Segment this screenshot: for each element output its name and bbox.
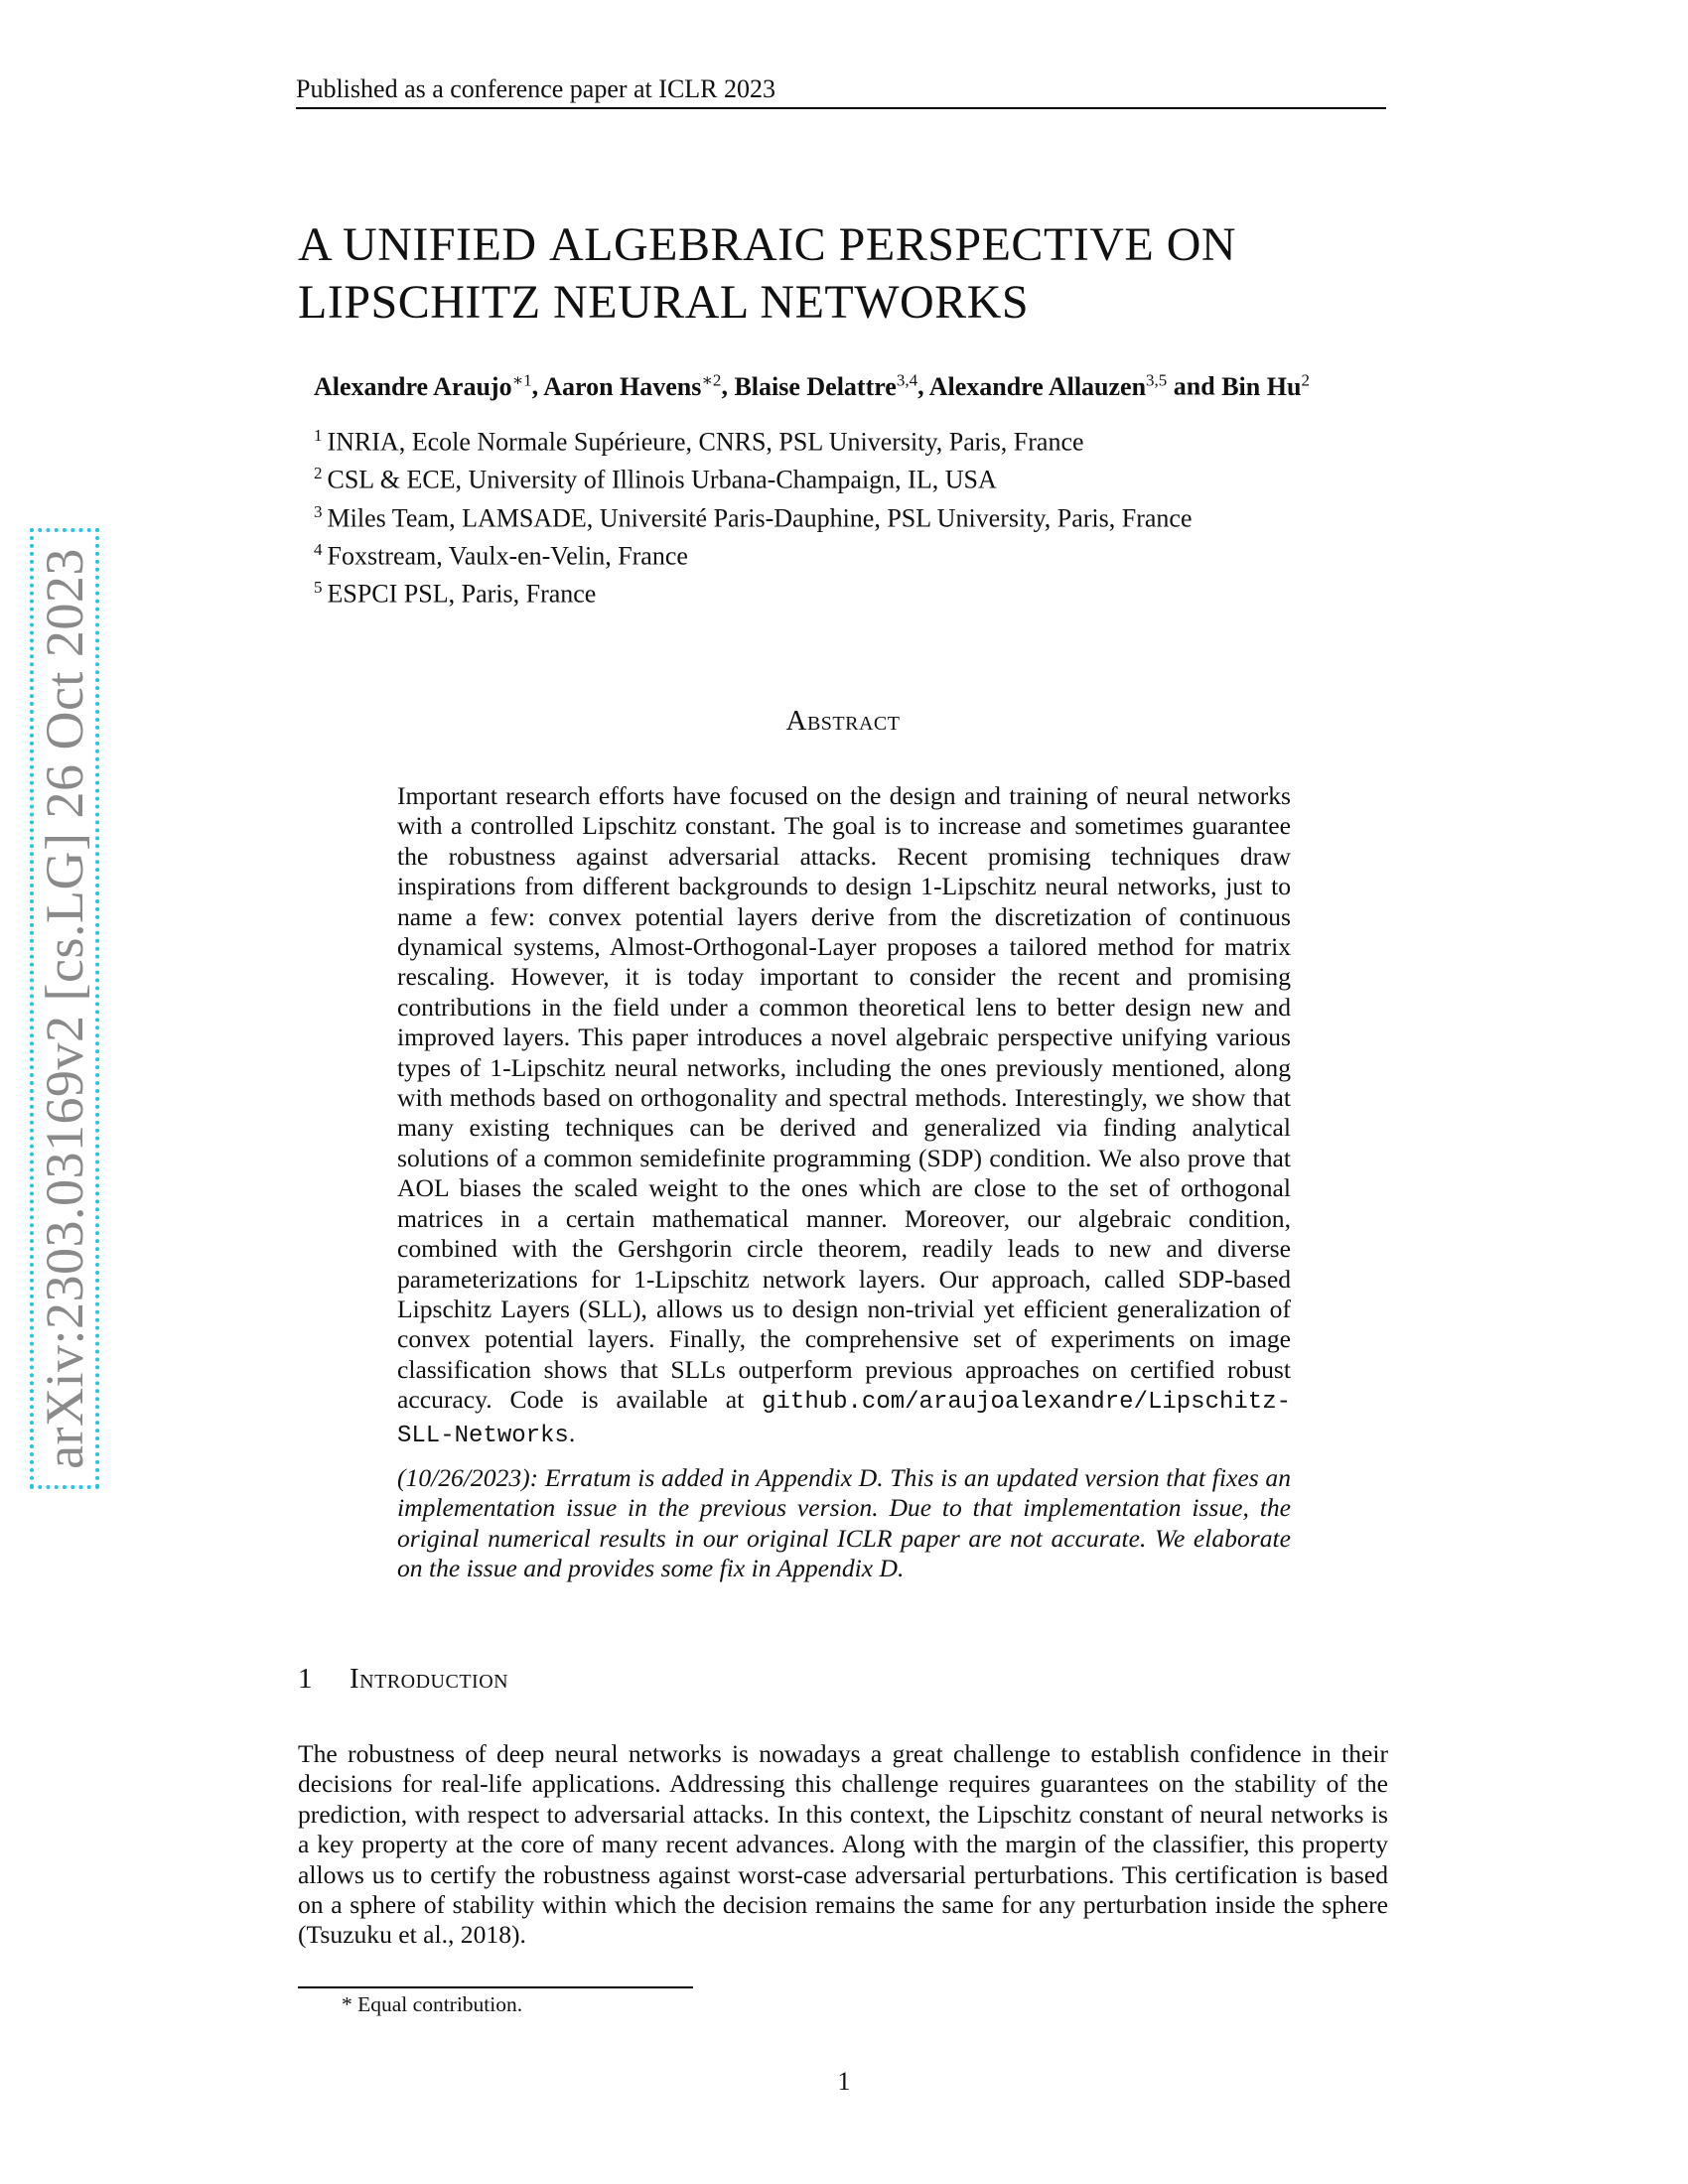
affiliation: $^4$ Foxstream, Vaulx-en-Velin, France [314, 539, 688, 571]
paper-title [298, 216, 1390, 332]
code-link[interactable]: github.com/araujoalexandre/Lipschitz-SLL-Networks [397, 1389, 1291, 1449]
title-line-1: A UNIFIED ALGEBRAIC PERSPECTIVE ON [298, 218, 1237, 271]
intro-paragraph: The robustness of deep neural networks is nowadays a great challenge to establish confidence in their decisions for real-life applications. Addressing this challenge requires guarantees on the stability of the prediction, with respect to adversarial attacks. In this context, the Lipschitz constant of neural networks is a key property at the core of many recent advances. Along with the margin of the classifier, this property allows us to certify the robustness against worst-case adversarial perturbations. This certification is based on a sphere of stability within which the decision remains the same for any perturbation inside the sphere (Tsuzuku et al., 2018). [298, 1739, 1388, 1950]
affiliation: $^2$ CSL & ECE, University of Illinois Urbana-Champaign, IL, USA [314, 464, 997, 494]
footnote-divider [298, 1986, 693, 1988]
affiliation: $^5$ ESPCI PSL, Paris, France [314, 578, 597, 609]
arxiv-stamp[interactable] [30, 528, 99, 1489]
erratum-note: (10/26/2023): Erratum is added in Appendix D. This is an updated version that fixes an implementation issue in the previous version. Due to that implementation issue, the original numerical results in our original ICLR paper are not accurate. We elaborate on the issue and provides some fix in Appendix D. [397, 1463, 1291, 1583]
author: Blaise Delattre$^{3,4}$ [734, 370, 918, 401]
affiliation: $^3$ Miles Team, LAMSADE, Université Paris-Dauphine, PSL University, Paris, France [314, 501, 1193, 533]
abstract-heading: Abstract [785, 705, 901, 737]
section-number: 1 [298, 1663, 313, 1695]
author: Alexandre Araujo$^{∗1}$ [314, 370, 532, 401]
page-number: 1 [837, 2067, 851, 2096]
title-line-2: LIPSCHITZ NEURAL NETWORKS [298, 276, 1030, 329]
abstract-body: Important research efforts have focused on the design and training of neural networks with a controlled Lipschitz constant. The goal is to increase and sometimes guarantee the robustness against adversarial attacks. Recent promising techniques draw inspirations from different backgrounds to design 1-Lipschitz neural networks, just to name a few: convex potential layers derive from the discretization of continuous dynamical systems, Almost-Orthogonal-Layer proposes a tailored method for matrix rescaling. However, it is today important to consider the recent and promising contributions in the field under a common theoretical lens to better design new and improved layers. This paper introduces a novel algebraic perspective unifying various types of 1-Lipschitz neural networks, including the ones previously mentioned, along with methods based on orthogonality and spectral methods. Interestingly, we show that many existing techniques can be derived and generalized via finding analytical solutions of a common semidefinite programming (SDP) condition. We also prove that AOL biases the scaled weight to the ones which are close to the set of orthogonal matrices in a certain mathematical manner. Moreover, our algebraic condition, combined with the Gershgorin circle theorem, readily leads to new and diverse parameterizations for 1-Lipschitz network layers. Our approach, called SDP-based Lipschitz Layers (SLL), allows us to design non-trivial yet efficient generalization of convex potential layers. Finally, the comprehensive set of experiments on image classification shows that SLLs outperform previous approaches on certified robust accuracy. Code is available at github.com/araujoalexandre/Lipschitz-SLL-Networks. [397, 781, 1291, 1449]
affiliation-list [314, 420, 1307, 610]
running-header: Published as a conference paper at ICLR 2023 [296, 73, 1386, 109]
author: Bin Hu$^2$ [1221, 370, 1310, 401]
author: Aaron Havens$^{∗2}$ [543, 370, 722, 401]
section-title: Introduction [350, 1663, 509, 1695]
section-heading [298, 1663, 993, 1696]
footnote: * Equal contribution. [342, 1992, 523, 2016]
author: Alexandre Allauzen$^{3,5}$ [928, 370, 1168, 401]
author-list: Alexandre Araujo$^{∗1}$, Aaron Havens$^{∗2}$, Blaise Delattre$^{3,4}$, Alexandre Allauzen$^{3,5}$ and Bin Hu$^2$ [314, 370, 1310, 401]
affiliation: $^1$ INRIA, Ecole Normale Supérieure, CNRS, PSL University, Paris, France [314, 426, 1084, 457]
arxiv-id: arXiv:2303.03169v2 [cs.LG] 26 Oct 2023 [35, 548, 94, 1469]
